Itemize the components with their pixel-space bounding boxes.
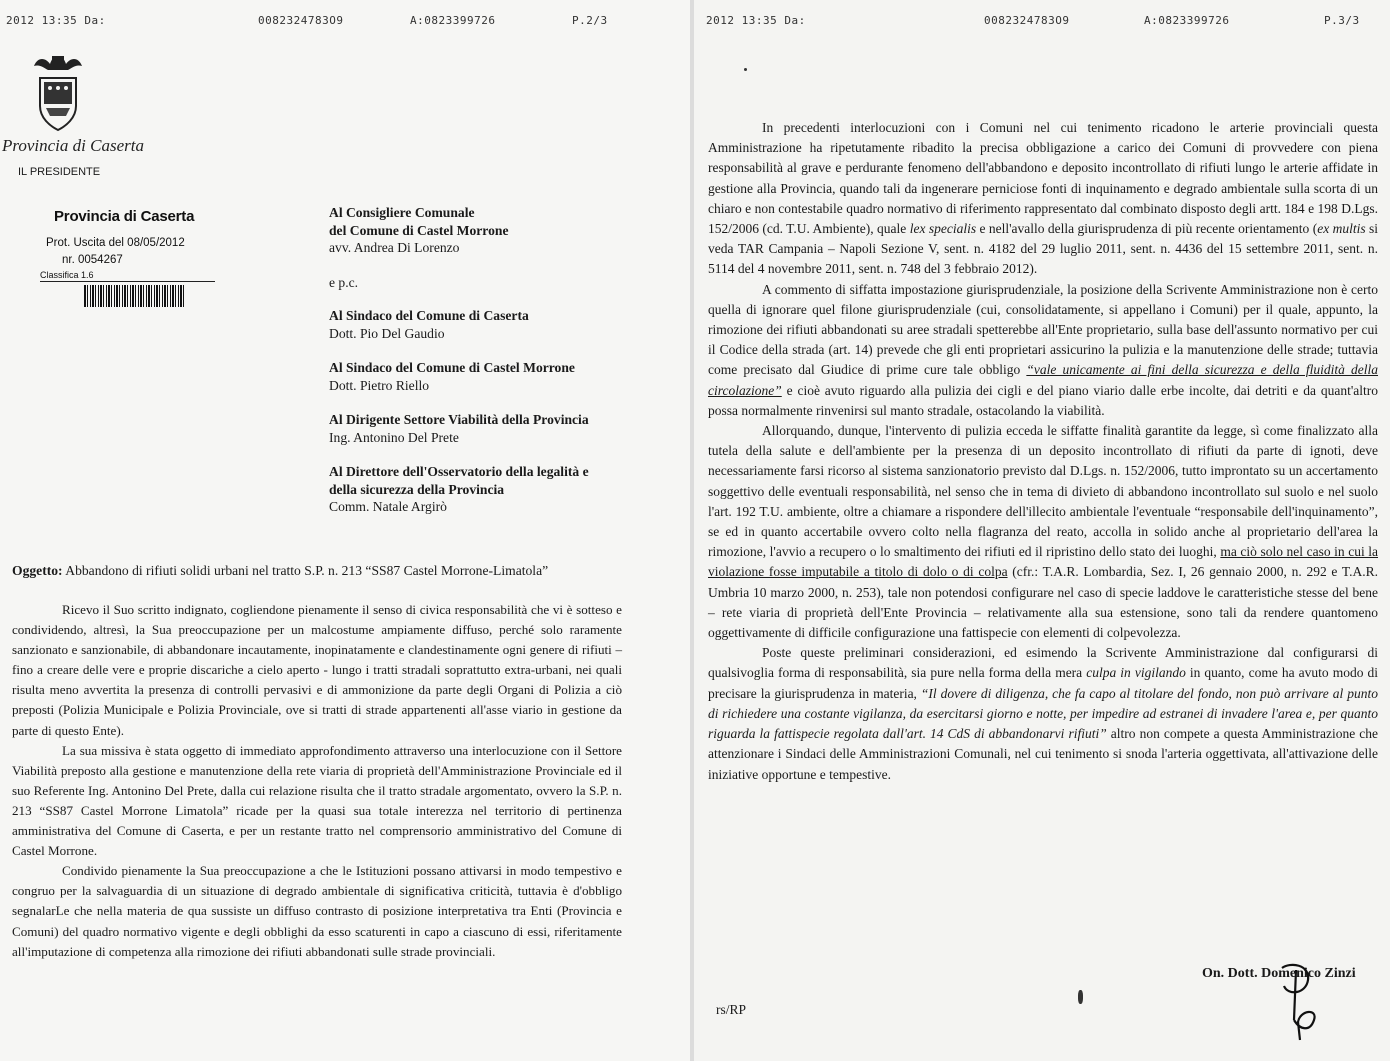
text-run: In precedenti interlocuzioni con i Comuni nel cui tenimento ricadono le arterie provinciali questa Amministrazione ha ripetutamente ribadito la precisa obbligazione a carico dei Comuni di provvedere con piena responsabilità al grave e perdurante fenomeno dell'abbandono e deposito incontrollato di rifiuti lungo le arterie affidate in gestione alla Provincia, quando tali da ingenerare perniciose fonti di inquinamento e degrado ambientale sulla scorta di un chiaro e non contestabile quadro normativo di riferimento rappresentato dal combinato disposto degli artt. 184 e 198 D.Lgs. 152/2006 (cd. T.U. Ambiente), quale bbox=[708, 120, 1378, 237]
text-run: in quanto, come ha avuto modo di precisare la giurisprudenza in materia, bbox=[708, 665, 1378, 701]
text-run: si veda TAR Campania – Napoli Sezione V, sent. n. 4182 del 29 luglio 2011, sent. n. 4436 del 15 settembre 2011, sent. n. 5114 del 4 novembre 2011, sent. n. 748 del 3 febbraio 2012). bbox=[708, 221, 1379, 277]
protocol-stamp bbox=[40, 208, 230, 307]
recipient-name: Dott. Pio Del Gaudio bbox=[329, 325, 445, 341]
paragraph bbox=[708, 280, 1378, 421]
letter-body-right bbox=[708, 118, 1378, 785]
underlined-quote: “vale unicamente ai fini della sicurezza e della fluidità della circolazione” bbox=[708, 362, 1379, 398]
paragraph bbox=[708, 421, 1378, 643]
letter-body-left bbox=[12, 600, 622, 962]
recipient bbox=[329, 204, 669, 257]
text-run: Allorquando, dunque, l'intervento di pulizia ecceda le siffatte finalità garantite da legge, sì come finalizzato alla tutela della salute e dell'ambiente per la presenza di un deposito incontrollato di rifiuti da parte di ignoti, deve necessariamente farsi ricorso al sistema sanzionatorio previsto dal D.Lgs. n. 152/2006, tutto improntato su un accertamento soggettivo delle eventuali responsabilità, nel senso che in tema di divieto di abbandono incontrollato sul suolo e nel suolo l'art. 192 T.U. ambiente, oltre a chiamare a rispondere dell'illecito ambientale l'eventuale “responsabile dell'inquinamento”, se ed in quanto accertabile ovvero colto nella flagranza del reato, accolla in solido anche al proprietario dell'area la rimozione, l'avvio a recupero o lo smaltimento dei rifiuti ed il ripristino dello stato dei luoghi, bbox=[708, 423, 1378, 560]
italic-run: ex multis bbox=[1317, 221, 1366, 237]
signatory-name: On. Dott. Domenico Zinzi bbox=[1202, 966, 1356, 981]
fax-to: A:0823399726 bbox=[410, 14, 496, 27]
italic-run: lex specialis bbox=[909, 221, 977, 237]
subject-line bbox=[12, 563, 682, 579]
recipient bbox=[329, 307, 669, 342]
stamp-protocol: Prot. Uscita del 08/05/2012 bbox=[46, 237, 185, 249]
scan-speck bbox=[1078, 990, 1083, 1004]
recipient-name: avv. Andrea Di Lorenzo bbox=[329, 240, 460, 255]
text-run: altro non compete a questa Amministrazione che attenzionare i Sindaci delle Amministrazioni Comunali, nel cui tenimento si snoda l'arteria oggettivata, all'attivazione delle iniziative opportune e tempestive. bbox=[708, 726, 1379, 782]
handwritten-signature bbox=[1270, 960, 1330, 1042]
letter-page-right bbox=[694, 0, 1390, 1061]
subject-text: Abbandono di rifiuti solidi urbani nel tratto S.P. n. 213 “SS87 Castel Morrone-Limatola” bbox=[65, 563, 549, 578]
president-label: IL PRESIDENTE bbox=[18, 166, 101, 178]
scan-speck bbox=[744, 68, 747, 71]
paragraph: La sua missiva è stata oggetto di immediato approfondimento attraverso una interlocuzione con il Settore Viabilità preposto alla gestione e manutenzione della rete viaria di proprietà dell'Amministrazione Provinciale ed il suo Referente Ing. Antonino Del Prete, dalla cui relazione risulta che il tratto stradale argomentato, ovvero la S.P. n. 213 “SS87 Castel Morrone Limatola” ricade per la quasi sua totale interezza nel territorio di pertinenza amministrativa del Comune di Caserta, e per un restante tratto nel comprensorio amministrativo del Comune di Castel Morrone. bbox=[12, 742, 622, 859]
subject-label: Oggetto: bbox=[12, 563, 63, 578]
fax-page: P.2/3 bbox=[572, 14, 608, 27]
province-logotype: Provincia di Caserta bbox=[2, 136, 144, 155]
text-run: Poste queste preliminari considerazioni, ed esimendo la Scrivente Amministrazione dal configurarsi di qualsivoglia forma di responsabilità, sia pure nella forma della mera bbox=[708, 645, 1378, 681]
fax-from: 0082324783O9 bbox=[984, 14, 1070, 27]
text-run: A commento di siffatta impostazione giurisprudenziale, la posizione della Scrivente Amministrazione non è certo quella di ignorare quel filone giurisprudenziale (cui, consolidatamente, si appellano i Comuni) per il quale, appunto, la rimozione dei rifiuti abbandonati su aree stradali spetterebbe all'Ente proprietario, sulla base dell'assunto normativo per cui il Codice della strada (art. 14) prevede che gli enti proprietari assicurino la pulizia e la manutenzione delle strade; tuttavia come precisato dal Giudice di prime cure tale obbligo bbox=[708, 281, 1378, 378]
barcode bbox=[84, 285, 186, 307]
recipient bbox=[329, 359, 669, 394]
reference-initials: rs/RP bbox=[716, 1002, 747, 1017]
crest-icon bbox=[30, 52, 86, 134]
paragraph: Ricevo il Suo scritto indignato, cogliendone pienamente il senso di civica responsabilità che vi è sotteso e condividendo, altresì, la Sua preoccupazione per un malcostume ampiamente diffuso, perché solo raramente sanzionato e sanzionabile, di abbandonare incautamente, inopinatamente e clandestinamente ogni genere di rifiuti – fino a creare delle vere e proprie discariche a cielo aperto - lungo i tratti stradali soprattutto extra-urbani, nei quali risulta meno avvertita la presenza di controlli pervasivi e di ammonizione da parte degli Organi di Polizia a ciò preposti (Polizia Municipale e Polizia Provinciale, ove si tratti di strade appartenenti all'asse viario in gestione da parte di questo Ente). bbox=[12, 602, 622, 738]
recipient-block bbox=[329, 204, 669, 533]
cc-label: e p.c. bbox=[329, 274, 359, 290]
recipient bbox=[329, 463, 669, 516]
recipient-title: Al Sindaco del Comune di Castel Morrone bbox=[329, 360, 575, 375]
italic-run: culpa in vigilando bbox=[1086, 665, 1186, 681]
recipient-title: Al Dirigente Settore Viabilità della Provincia bbox=[329, 412, 589, 427]
recipient-name: Comm. Natale Argirò bbox=[329, 499, 447, 514]
text-run: e nell'avallo della giurisprudenza di più recente orientamento ( bbox=[979, 221, 1318, 237]
letter-page-left bbox=[0, 0, 690, 1061]
recipient-title: Al Sindaco del Comune di Caserta bbox=[329, 308, 529, 323]
recipient-title: della sicurezza della Provincia bbox=[329, 481, 505, 497]
fax-date: 2012 13:35 Da: bbox=[6, 14, 106, 27]
paragraph: Condivido pienamente la Sua preoccupazione a che le Istituzioni possano attivarsi in modo tempestivo e congruo per la salvaguardia di un situazione di degrado ambientale di significativa criticità, tuttavia è d'obbligo segnalarLe che nella materia de qua sussiste un diffuso contrasto di posizione interpretativa tra Enti (Provincia e Comuni) del quadro normativo vigente e degli obblighi da esso scaturenti in capo a ciascuno di essi, riferitamente all'imputazione di competenza alla rimozione dei rifiuti abbandonati sulle strade provinciali. bbox=[12, 863, 622, 959]
text-run: (cfr.: T.A.R. Lombardia, Sez. I, 26 gennaio 2000, n. 292 e T.A.R. Umbria 10 marzo 2000, n. 253), tale non potendosi configurare nel caso di specie laddove le caratteristiche stesse del bene – rete viaria di proprietà dell'Ente Provincia – relativamente alla sua estensione, sono tali da rendere quantomeno oggettivamente di difficile configurazione una fattispecie con elementi di colpevolezza. bbox=[708, 564, 1378, 641]
recipient-title: Al Direttore dell'Osservatorio della legalità e bbox=[329, 464, 589, 479]
recipient-name: Dott. Pietro Riello bbox=[329, 377, 430, 393]
paragraph bbox=[708, 118, 1378, 280]
recipient-title: del Comune di Castel Morrone bbox=[329, 222, 509, 238]
recipient bbox=[329, 411, 669, 446]
paragraph bbox=[708, 643, 1378, 784]
stamp-number: nr. 0054267 bbox=[62, 254, 123, 266]
fax-from: 0082324783O9 bbox=[258, 14, 344, 27]
recipient-name: Ing. Antonino Del Prete bbox=[329, 429, 459, 445]
fax-date: 2012 13:35 Da: bbox=[706, 14, 806, 27]
fax-to: A:0823399726 bbox=[1144, 14, 1230, 27]
fax-page: P.3/3 bbox=[1324, 14, 1360, 27]
recipient-title: Al Consigliere Comunale bbox=[329, 205, 475, 220]
text-run: e cioè avuto riguardo alla pulizia dei cigli e del piano viario dalle erbe incolte, dai detriti e da quant'altro possa normalmente rinvenirsi sul manto stradale, ostacolando la viabilità. bbox=[708, 382, 1378, 418]
italic-quote: “Il dovere di diligenza, che fa capo al titolare del fondo, non può arrivare al punto di richiedere una costante vigilanza, da esercitarsi giorno e notte, per impedire ad estranei di invadere l'area e, per quanto riguarda la fattispecie regolata dall'art. 14 CdS di abbandonarvi rifiuti” bbox=[708, 685, 1379, 742]
stamp-title: Provincia di Caserta bbox=[54, 208, 195, 225]
stamp-classification: Classifica 1.6 bbox=[40, 270, 215, 282]
underlined-run: ma ciò solo nel caso in cui la violazione fosse imputabile a titolo di dolo o di colpa bbox=[708, 544, 1379, 580]
